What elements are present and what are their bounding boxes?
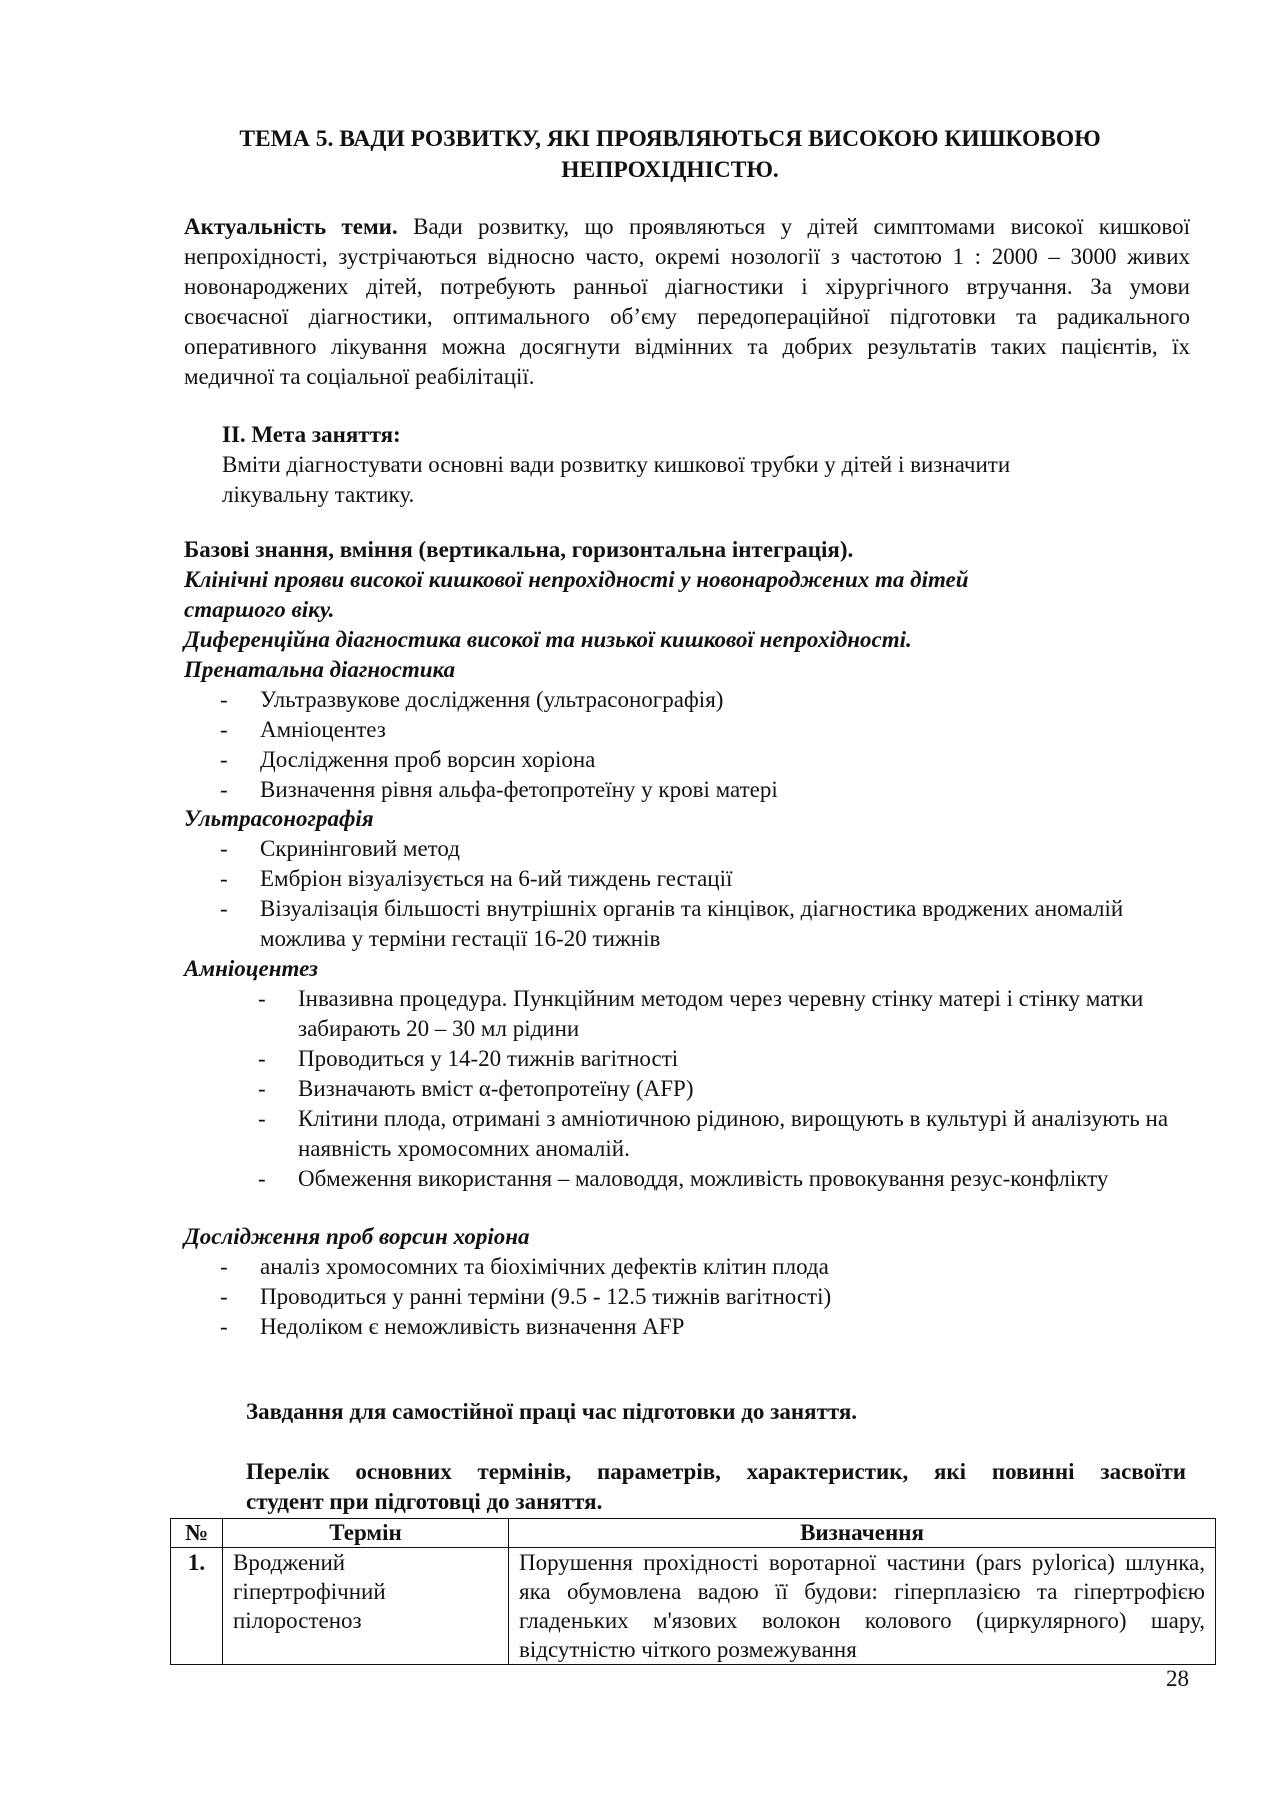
topic-title-line-2: НЕПРОХІДНІСТЮ. [561,157,779,183]
terms-heading [246,1457,1186,1517]
list-item: - Дослідження проб ворсин хоріона [220,747,596,772]
basic-knowledge-section [184,535,1190,655]
relevance-label: Актуальність теми. [184,214,398,239]
prenatal-list [220,685,1190,805]
list-item: - Скринінговий метод [220,836,460,861]
page-number: 28 [1166,1666,1189,1691]
terms-line-2: студент при підготовці до заняття. [246,1489,603,1514]
ultrasound-list [220,834,1130,954]
list-item: - Недоліком є неможливість визначення AFP [220,1314,685,1339]
relevance-paragraph [184,212,1190,392]
list-item: - Ембріон візуалізується на 6-ий тиждень гестації [220,866,733,891]
topic-title-line-1: ТЕМА 5. ВАДИ РОЗВИТКУ, ЯКІ ПРОЯВЛЯЮТЬСЯ ВИСОКОЮ КИШКОВОЮ [239,126,1101,152]
ultrasound-section [184,804,1190,954]
topic-title [170,124,1170,186]
chorion-list [220,1252,1190,1342]
list-item: - Інвазивна процедура. Пункційним методом через черевну стінку матері і стінку матки забирають 20 – 30 мл рідини [258,986,1144,1041]
column-header-term: Термін [223,1519,509,1548]
list-item: - Визначають вміст α-фетопротеїну (AFP) [258,1076,694,1101]
list-item: - Обмеження використання – маловоддя, можливість провокування резус-конфлікту [258,1166,1109,1191]
prenatal-section [184,655,1190,805]
amnio-heading: Амніоцентез [184,956,318,981]
list-item: - аналіз хромосомних та біохімічних дефектів клітин плода [220,1254,829,1279]
list-item: - Проводиться у 14-20 тижнів вагітності [258,1046,679,1071]
column-header-number: № [171,1519,223,1548]
goal-line-2: лікувальну тактику. [222,482,415,507]
list-item: - Визначення рівня альфа-фетопротеїну у крові матері [220,777,778,802]
list-item: - Візуалізація більшості внутрішніх органів та кінцівок, діагностика вроджених аномалій можлива у терміни гестації 16-20 тижнів [220,896,1124,951]
prenatal-heading: Пренатальна діагностика [184,657,456,682]
self-study-heading: Завдання для самостійної праці час підготовки до заняття. [246,1399,858,1424]
column-header-definition: Визначення [509,1519,1216,1548]
list-item: - Клітини плода, отримані з амніотичною рідиною, вирощують в культурі й аналізують на наявність хромосомних аномалій. [258,1106,1169,1161]
terms-table [170,1518,1216,1665]
goal-line-1: Вміти діагностувати основні вади розвитку кишкової трубки у дітей і визначити [222,452,1011,477]
chorion-section [184,1222,1190,1342]
list-item: - Ультразвукове дослідження (ультрасонографія) [220,687,724,712]
terms-line-1: Перелік основних термінів, параметрів, характеристик, які повинні засвоїти [246,1459,1186,1484]
table-header-row [171,1519,1216,1548]
row-number: 1. [171,1548,223,1665]
relevance-text: Вади розвитку, що проявляються у дітей симптомами високої кишкової непрохідності, зустрічаються відносно часто, окремі нозології з частотою 1 : 2000 – 3000 живих новонароджених дітей, потребують ранньої діагностики і хірургічного втручання. За умови своєчасної діагностики, оптимального об’єму передопераційної підготовки та радикального оперативного лікування можна досягнути відмінних та добрих результатів таких пацієнтів, їх медичної та соціальної реабілітації. [184,214,1191,389]
row-definition: Порушення прохідності воротарної частини (pars pylorica) шлунка, яка обумовлена вадою її будови: гіперплазією та гіпертрофією гладеньких м'язових волокон колового (циркулярного) шару, відсутністю чіткого розмежування [509,1548,1216,1665]
goal-heading: II. Мета заняття: [222,422,401,447]
list-item: - Проводиться у ранні терміни (9.5 - 12.5 тижнів вагітності) [220,1284,832,1309]
ultrasound-heading: Ультрасонографія [184,806,374,831]
clinical-line-2: старшого віку. [184,597,335,622]
clinical-line-1: Клінічні прояви високої кишкової непрохідності у новонароджених та дітей [184,567,969,592]
table-row [171,1548,1216,1665]
goal-section [222,420,1162,510]
amniocentesis-section [184,954,1190,1194]
amnio-list [258,984,1190,1194]
chorion-heading: Дослідження проб ворсин хоріона [184,1224,530,1249]
basic-heading: Базові знання, вміння (вертикальна, горизонтальна інтеграція). [184,537,854,562]
differential-diagnostics: Диференційна діагностика високої та низької кишкової непрохідності. [184,627,912,652]
row-term: Вроджений гіпертрофічний пілоростеноз [223,1548,509,1665]
list-item: - Амніоцентез [220,717,386,742]
